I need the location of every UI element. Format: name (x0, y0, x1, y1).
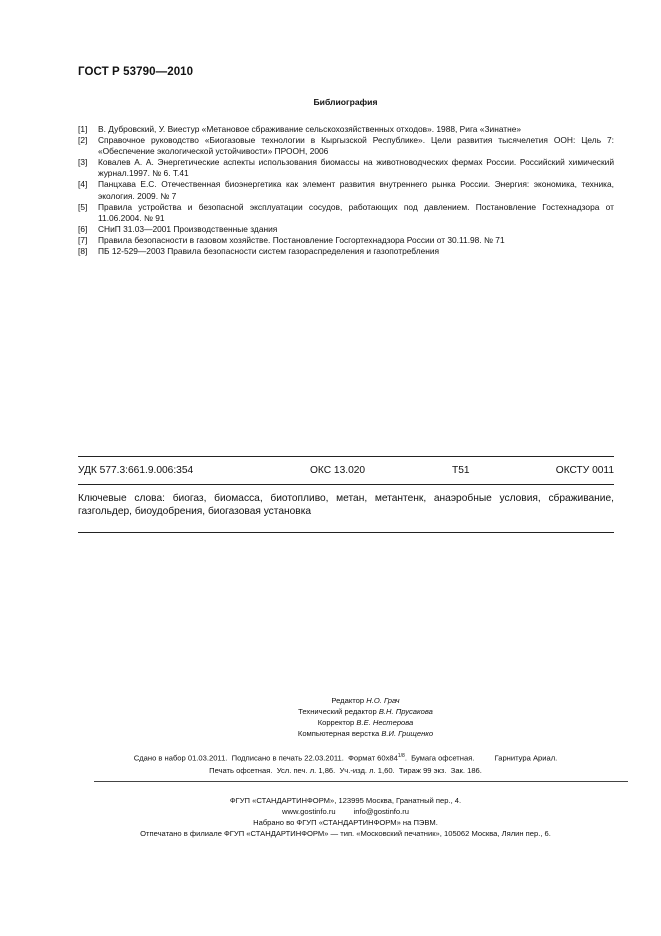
item-text: Панцхава Е.С. Отечественная биоэнергетика как элемент развития внутреннего рынка России. Энергия: экономика, техника, экология. 2009. № 7 (98, 179, 614, 201)
bibliography-list (78, 124, 614, 257)
credit-name: В.Н. Прусакова (378, 707, 433, 716)
credit-editor (70, 695, 661, 706)
publication-info (0, 750, 661, 777)
format: Формат 60x84 (348, 753, 398, 763)
publisher-contacts (30, 806, 661, 817)
standard-number: ГОСТ Р 53790—2010 (78, 66, 194, 78)
t-code: Т51 (452, 465, 470, 476)
bibliography-item (78, 124, 614, 135)
typeset-date: Сдано в набор 01.03.2011. (133, 753, 228, 763)
credit-role: Технический редактор (298, 707, 377, 716)
bibliography-item (78, 202, 614, 224)
keywords-text: биогаз, биомасса, биотопливо, метан, метантенк, анаэробные условия, сбраживание, газгольдер, биоудобрения, биогазовая установка (78, 493, 614, 518)
publisher-site[interactable]: www.gostinfo.ru (281, 807, 336, 816)
bibliography-title: Библиография (313, 97, 378, 107)
format-fraction: 1/8 (397, 753, 405, 759)
item-text: Справочное руководство «Биогазовые технологии в Кыргызской Республике». Цели развития тысячелетия ООН: Цель 7: «Обеспечение экологической устойчивости» ПРООН, 2006 (98, 135, 614, 157)
udk-code: УДК 577.3:661.9.006:354 (78, 465, 194, 476)
divider-top (78, 456, 614, 457)
credit-role: Редактор (331, 696, 365, 705)
item-text: Правила устройства и безопасной эксплуатации сосудов, работающих под давлением. Постановление Гостехнадзора от 11.06.2004. № 91 (98, 201, 614, 223)
credit-layout (70, 728, 661, 739)
bibliography-item (78, 157, 614, 179)
credit-tech-editor (70, 706, 661, 717)
credit-proofreader (70, 717, 661, 728)
item-number: [2] (78, 135, 88, 146)
item-number: [4] (78, 179, 88, 190)
oks-code: ОКС 13.020 (310, 465, 366, 476)
item-number: [7] (78, 234, 88, 245)
print-sheets: Усл. печ. л. 1,86. (276, 765, 336, 775)
print-sign-date: Подписано в печать 22.03.2011. (231, 753, 344, 763)
credits (0, 695, 661, 739)
printed-note: Отпечатано в филиале ФГУП «СТАНДАРТИНФОРМ» — тип. «Московский печатник», 105062 Москва, Лялин пер., 6. (140, 829, 551, 838)
item-number: [6] (78, 223, 88, 234)
okstu-code: ОКСТУ 0011 (555, 465, 614, 476)
typeface: Гарнитура Ариал. (494, 753, 558, 763)
credit-name: Н.О. Грач (366, 696, 400, 705)
keywords (78, 492, 614, 519)
item-text: ПБ 12-529—2003 Правила безопасности систем газораспределения и газопотребления (98, 246, 440, 257)
keywords-label: Ключевые слова: (78, 493, 165, 504)
paper: Бумага офсетная. (411, 753, 475, 763)
bibliography-item (78, 135, 614, 157)
publisher-info (0, 795, 661, 839)
publisher-email[interactable]: info@gostinfo.ru (353, 807, 410, 816)
divider-middle (78, 484, 614, 485)
credit-role: Компьютерная верстка (297, 729, 380, 738)
item-number: [8] (78, 246, 88, 257)
item-number: [5] (78, 201, 88, 212)
divider-publisher (94, 781, 628, 782)
item-text: СНиП 31.03—2001 Производственные здания (98, 223, 278, 234)
item-text: Ковалев А. А. Энергетические аспекты использования биомассы на животноводческих фермах России. Российский химический журнал.1997. № 6. Т.41 (98, 157, 614, 179)
item-number: [1] (78, 124, 88, 134)
item-text: Правила безопасности в газовом хозяйстве. Постановление Госгортехнадзора России от 30.11.98. № 71 (98, 234, 505, 245)
publication-line-2 (30, 765, 661, 777)
credit-name: В.Е. Нестерова (356, 718, 414, 727)
bibliography-item (78, 235, 614, 246)
credit-role: Корректор (317, 718, 355, 727)
order-number: Зак. 186. (450, 765, 482, 775)
edit-sheets: Уч.-изд. л. 1,60. (339, 765, 395, 775)
credit-name: В.И. Грищенко (381, 729, 434, 738)
circulation: Тираж 99 экз. (398, 765, 447, 775)
print-type: Печать офсетная. (209, 765, 273, 775)
bibliography-item (78, 224, 614, 235)
publisher-address: ФГУП «СТАНДАРТИНФОРМ», 123995 Москва, Гранатный пер., 4. (229, 796, 462, 805)
bibliography-item (78, 179, 614, 201)
item-text: В. Дубровский, У. Виестур «Метановое сбраживание сельскохозяйственных отходов». 1988, Рига «Зинатне» (98, 124, 522, 134)
divider-bottom (78, 532, 614, 533)
publication-line-1: Сдано в набор 01.03.2011. Подписано в печать 22.03.2011. Формат $60x84^{1/8}$. Бумага офсетная. Гарнитура Ариал. (133, 753, 558, 763)
bibliography-item (78, 246, 614, 257)
typeset-note: Набрано во ФГУП «СТАНДАРТИНФОРМ» на ПЭВМ. (253, 818, 438, 827)
item-number: [3] (78, 157, 88, 168)
